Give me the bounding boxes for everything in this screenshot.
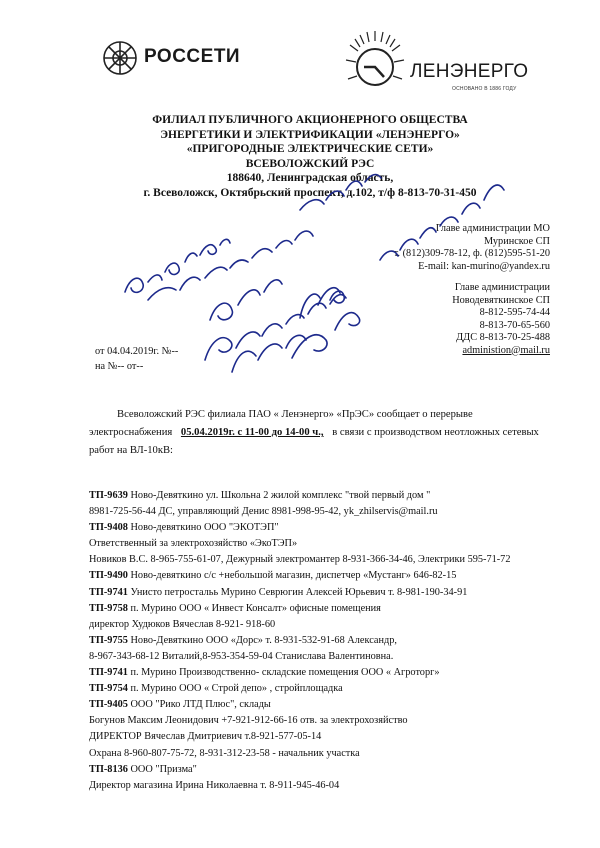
recipient-line: Главе администрации [454,282,550,293]
lenenergo-emblem-icon [340,25,410,103]
list-item-text: п. Мурино ООО « Строй депо» , стройплощадка [127,683,343,695]
list-item [89,633,559,649]
list-item-text: п. Мурино Производственно- складские помещения ООО « Агроторг» [127,667,440,679]
list-item-text: 8-967-343-68-12 Виталий,8-953-354-59-04 Станислава Валентиновна. [89,650,394,662]
recipient-line: Муринское СП [484,235,550,247]
recipient-line: Новодевяткинское СП [452,294,550,306]
notice-line: работ на ВЛ-10кВ: [89,445,173,456]
lenenergo-tagline: ОСНОВАНО В 1886 ГОДУ [452,86,517,92]
sender-header [60,113,560,200]
lenenergo-logo [340,25,540,105]
list-item-text: Ново-Девяткино ул. Школьна 2 жилой комплекс "твой первый дом " [127,490,431,501]
header-line: ЭНЕРГЕТИКИ И ЭЛЕКТРИФИКАЦИИ «ЛЕНЭНЕРГО» [160,128,460,141]
recipient-phone: т. (812)309-78-12, ф. (812)595-51-20 [393,248,550,259]
substation-id: ТП-9408 [89,522,128,534]
recipient-novodevyatkino [452,282,550,357]
list-item [89,746,559,762]
list-item [89,665,559,681]
registration-ref: на №-- от-- [95,361,144,372]
recipient-phone: ДДС 8-813-70-25-488 [456,332,550,343]
header-line: ФИЛИАЛ ПУБЛИЧНОГО АКЦИОНЕРНОГО ОБЩЕСТВА [152,114,468,126]
notice-line: Всеволожский РЭС филиала ПАО « Ленэнерго» «ПрЭС» сообщает о перерыве [117,409,473,420]
list-item [89,697,559,713]
list-item-text: директор Худюков Вячеслав 8-921- 918-60 [89,618,276,630]
substation-id: ТП-8136 [89,763,128,775]
notice-reason: в связи с производством неотложных сетевых [332,427,539,438]
list-item [89,649,559,665]
list-item [89,778,559,794]
list-item-text: п. Мурино ООО « Инвест Консалт» офисные помещения [127,602,381,614]
notice-word: электроснабжения [89,427,173,438]
list-item [89,488,559,504]
header-line: ВСЕВОЛОЖСКИЙ РЭС [245,157,375,170]
affected-substations-list [89,488,559,794]
list-item [89,617,559,633]
rosseti-emblem-icon [100,38,140,78]
list-item [89,568,559,584]
list-item [89,504,559,520]
list-item [89,536,559,552]
list-item [89,601,559,617]
substation-id: ТП-9758 [89,602,128,614]
substation-id: ТП-9490 [89,570,128,582]
substation-id: ТП-9754 [89,683,128,695]
substation-id: ТП-9755 [89,634,128,646]
list-item-text: Богунов Максим Леонидович +7-921-912-66-16 отв. за электрохозяйство [89,715,408,727]
recipient-phone: 8-812-595-74-44 [479,307,550,318]
list-item-text: Директор магазина Ирина Николаевна т. 8-911-945-46-04 [89,779,340,791]
header-line: «ПРИГОРОДНЫЕ ЭЛЕКТРИЧЕСКИЕ СЕТИ» [186,143,434,155]
list-item [89,681,559,697]
list-item-text: ООО "Призма" [127,763,197,775]
notice-text [89,406,554,460]
list-item [89,552,559,568]
recipient-email: E-mail: kan-murino@yandex.ru [418,260,550,272]
notice-line [89,424,554,442]
recipient-murino [394,223,550,273]
recipient-phone: 8-813-70-65-560 [479,319,550,331]
outage-date: 05.04.2019г. с 11-00 до 14-00 ч., [180,427,324,438]
header-address: 188640, Ленинградская область, [226,172,394,184]
substation-id: ТП-9741 [89,667,128,679]
list-item [89,729,559,745]
recipient-email: administion@mail.ru [462,344,550,356]
list-item-text: ДИРЕКТОР Вячеслав Дмитриевич т.8-921-577-05-14 [89,731,322,743]
list-item [89,585,559,601]
list-item-text: Охрана 8-960-807-75-72, 8-931-312-23-58 - начальник участка [89,747,360,759]
list-item-text: Новиков В.С. 8-965-755-61-07, Дежурный электромантер 8-931-366-34-46, Электрики 595-71-72 [89,554,511,566]
recipient-line: Главе администрации МО [435,223,550,234]
substation-id: ТП-9639 [89,490,128,501]
list-item-text: Ново-девяткино ООО "ЭКОТЭП" [127,522,279,534]
substation-id: ТП-9405 [89,699,128,711]
rosseti-logo [100,38,250,78]
list-item-text: Ново-девяткино с/с +небольшой магазин, диспетчер «Мустанг» 646-82-15 [127,570,457,582]
list-item [89,713,559,729]
rosseti-wordmark: РОССЕТИ [144,46,241,67]
list-item-text: Ответственный за электрохозяйство «ЭкоТЭП» [89,538,298,550]
list-item-text: 8981-725-56-44 ДС, управляющий Денис 8981-998-95-42, yk_zhilservis@mail.ru [89,506,438,518]
registration-date: от 04.04.2019г. №-- [95,346,179,357]
substation-id: ТП-9741 [89,586,128,598]
list-item-text: Унисто петростальь Мурино Севрюгин Алексей Юрьевич т. 8-981-190-34-91 [127,586,468,598]
lenenergo-wordmark: ЛЕНЭНЕРГО [410,61,529,82]
list-item [89,762,559,778]
list-item-text: ООО "Рико ЛТД Плюс", склады [127,699,271,711]
header-address: г. Всеволожск, Октябрьский проспект, д.102, т/ф 8-813-70-31-450 [143,186,477,199]
list-item [89,520,559,536]
list-item-text: Ново-Девяткино ООО «Дорс» т. 8-931-532-91-68 Александр, [127,634,397,646]
